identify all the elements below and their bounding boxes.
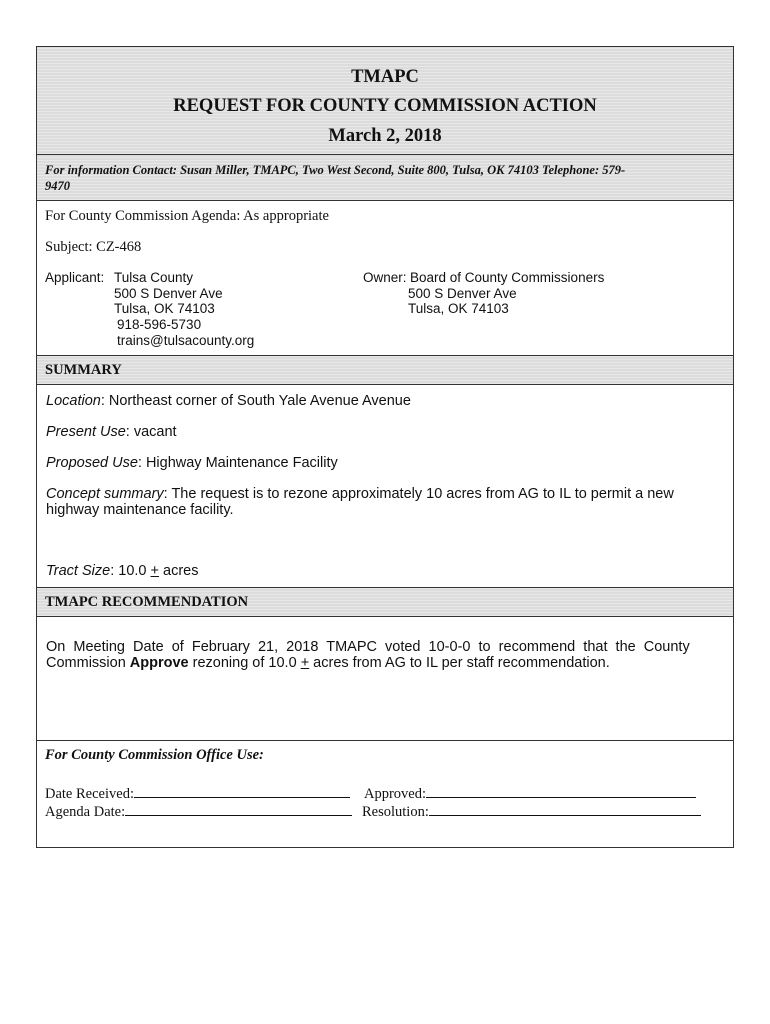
summary-heading: SUMMARY: [45, 362, 122, 378]
agenda-section: [37, 201, 733, 356]
applicant-street: 500 S Denver Ave: [114, 286, 223, 301]
office-use-section: [37, 741, 733, 847]
applicant-email: trains@tulsacounty.org: [117, 333, 255, 348]
org-title: TMAPC: [351, 67, 419, 87]
applicant-city: Tulsa, OK 74103: [114, 301, 215, 316]
owner-city: Tulsa, OK 74103: [408, 301, 509, 316]
recommendation-heading-bar: [37, 588, 733, 617]
plus-minus-symbol: +: [300, 655, 310, 671]
form-date: March 2, 2018: [328, 126, 442, 146]
subject-text: Subject: CZ-468: [45, 239, 142, 255]
owner-street: 500 S Denver Ave: [408, 286, 517, 301]
location-value: : Northeast corner of South Yale Avenue Avenue: [100, 393, 411, 409]
location-row: [46, 393, 411, 409]
recommendation-heading: TMAPC RECOMMENDATION: [45, 594, 249, 610]
tract-size-row: [46, 563, 198, 579]
location-label: Location: [46, 393, 101, 409]
recommendation-line-1: On Meeting Date of February 21, 2018 TMAPC voted 10-0-0 to recommend that the County: [46, 639, 690, 655]
concept-row: [46, 486, 674, 502]
present-use-label: Present Use: [46, 424, 126, 440]
applicant-phone: 918-596-5730: [117, 317, 202, 332]
proposed-use-value: : Highway Maintenance Facility: [137, 455, 338, 471]
tract-size-value-b: acres: [158, 563, 199, 579]
form-header: [37, 47, 733, 155]
agenda-date-label: Agenda Date:: [45, 804, 126, 820]
contact-line-1: For information Contact: Susan Miller, TMAPC, Two West Second, Suite 800, Tulsa, OK 74103 Telephone: 579-: [45, 163, 626, 177]
contact-line-2: 9470: [45, 179, 70, 193]
request-form: [36, 46, 734, 848]
agenda-date-line[interactable]: [125, 802, 352, 816]
contact-section: [37, 155, 733, 201]
recommendation-text-c: acres from AG to IL per staff recommendation.: [309, 655, 610, 671]
present-use-row: [46, 424, 177, 440]
owner-name: Board of County Commissioners: [410, 270, 605, 285]
date-received-field[interactable]: [45, 784, 350, 803]
recommendation-section: [37, 617, 733, 741]
form-title: REQUEST FOR COUNTY COMMISSION ACTION: [173, 96, 597, 116]
recommendation-text-a: Commission: [46, 655, 130, 671]
approved-label: Approved:: [364, 786, 427, 802]
concept-label: Concept summary: [46, 486, 164, 502]
agenda-text: For County Commission Agenda: As appropriate: [45, 208, 329, 224]
applicant-name: Tulsa County: [114, 270, 194, 285]
concept-value-2: highway maintenance facility.: [46, 502, 234, 518]
approved-field[interactable]: [364, 784, 696, 803]
applicant-label: Applicant:: [45, 270, 105, 285]
summary-section: [37, 385, 733, 588]
proposed-use-row: [46, 455, 338, 471]
tract-size-label: Tract Size: [46, 563, 111, 579]
approved-line[interactable]: [426, 784, 696, 798]
proposed-use-label: Proposed Use: [46, 455, 138, 471]
recommendation-line-2: [46, 655, 610, 671]
present-use-value: : vacant: [125, 424, 177, 440]
office-use-heading: For County Commission Office Use:: [45, 747, 264, 763]
resolution-label: Resolution:: [362, 804, 429, 820]
owner-label: Owner:: [363, 270, 407, 285]
agenda-date-field[interactable]: [45, 802, 352, 821]
resolution-field[interactable]: [362, 802, 701, 821]
concept-value-1: : The request is to rezone approximately 10 acres from AG to IL to permit a new: [163, 486, 674, 502]
resolution-line[interactable]: [429, 802, 701, 816]
date-received-label: Date Received:: [45, 786, 134, 802]
summary-heading-bar: [37, 356, 733, 385]
plus-minus-symbol: +: [150, 563, 159, 579]
tract-size-value-a: : 10.0: [110, 563, 151, 579]
recommendation-text-b: rezoning of 10.0: [188, 655, 301, 671]
approve-word: Approve: [129, 655, 189, 671]
date-received-line[interactable]: [134, 784, 350, 798]
